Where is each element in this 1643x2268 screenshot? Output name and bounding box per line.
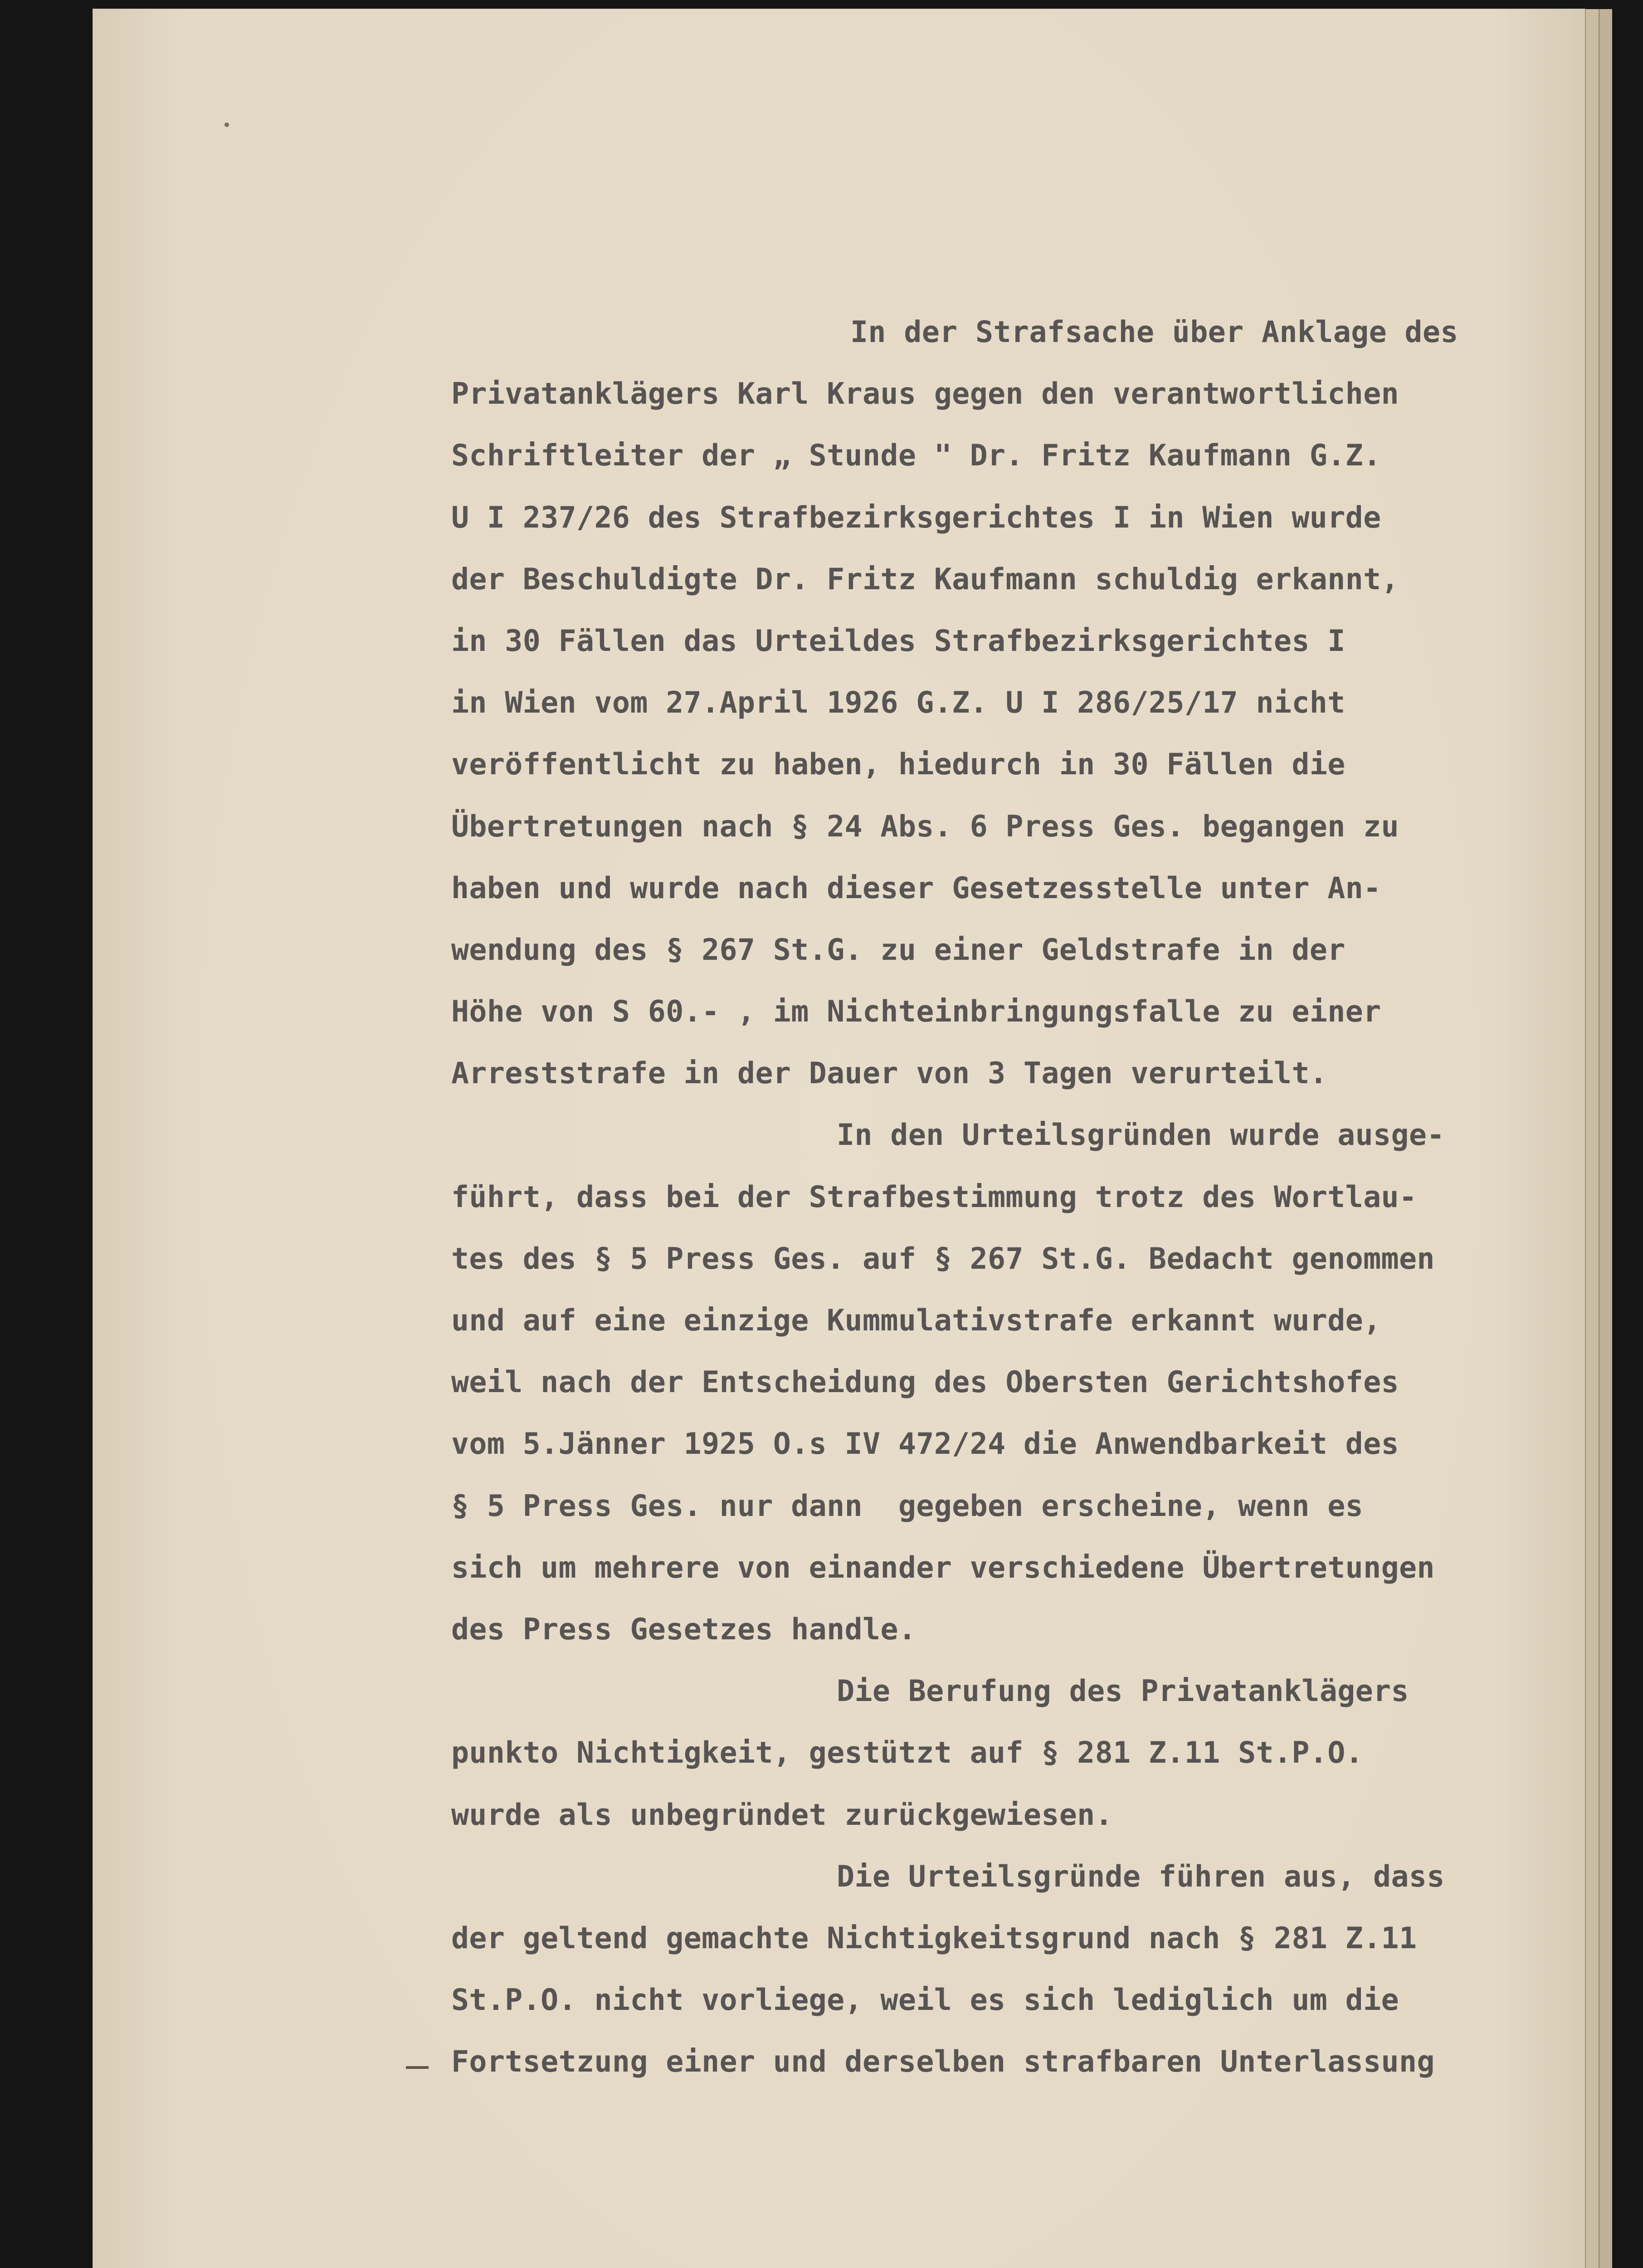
text-line: Die Berufung des Privatanklägers bbox=[837, 1674, 1409, 1709]
text-line: sich um mehrere von einander verschiedene Übertretungen bbox=[451, 1550, 1435, 1585]
page-edge-under bbox=[1599, 9, 1612, 2268]
text-line: vom 5.Jänner 1925 O.s IV 472/24 die Anwendbarkeit des bbox=[451, 1427, 1399, 1461]
text-line: Fortsetzung einer und derselben strafbaren Unterlassung bbox=[451, 2045, 1435, 2079]
text-line: veröffentlicht zu haben, hiedurch in 30 Fällen die bbox=[451, 748, 1346, 782]
text-line: und auf eine einzige Kummulativstrafe erkannt wurde, bbox=[451, 1304, 1381, 1338]
text-line: punkto Nichtigkeit, gestützt auf § 281 Z.11 St.P.O. bbox=[451, 1736, 1364, 1770]
text-line: Privatanklägers Karl Kraus gegen den verantwortlichen bbox=[451, 377, 1399, 411]
text-line: wurde als unbegründet zurückgewiesen. bbox=[451, 1798, 1113, 1832]
text-line: in Wien vom 27.April 1926 G.Z. U I 286/25/17 nicht bbox=[451, 686, 1346, 720]
text-line: U I 237/26 des Strafbezirksgerichtes I in Wien wurde bbox=[451, 500, 1381, 535]
text-line: in 30 Fällen das Urteildes Strafbezirksgerichtes I bbox=[451, 624, 1346, 658]
text-line: St.P.O. nicht vorliege, weil es sich lediglich um die bbox=[451, 1983, 1399, 2018]
text-line: In der Strafsache über Anklage des bbox=[850, 315, 1458, 349]
text-line: wendung des § 267 St.G. zu einer Geldstrafe in der bbox=[451, 933, 1346, 967]
text-line: führt, dass bei der Strafbestimmung trotz des Wortlau- bbox=[451, 1180, 1417, 1214]
text-line: des Press Gesetzes handle. bbox=[451, 1612, 917, 1647]
text-line: haben und wurde nach dieser Gesetzesstelle unter An- bbox=[451, 871, 1381, 905]
paper-speck bbox=[224, 122, 229, 127]
text-line: Übertretungen nach § 24 Abs. 6 Press Ges. begangen zu bbox=[451, 809, 1399, 844]
text-line: der Beschuldigte Dr. Fritz Kaufmann schuldig erkannt, bbox=[451, 562, 1399, 596]
text-line: § 5 Press Ges. nur dann gegeben erscheine, wenn es bbox=[451, 1489, 1364, 1523]
typewritten-text bbox=[451, 302, 1567, 2093]
text-line: Höhe von S 60.- , im Nichteinbringungsfalle zu einer bbox=[451, 995, 1381, 1029]
text-line: Schriftleiter der „ Stunde " Dr. Fritz Kaufmann G.Z. bbox=[451, 439, 1381, 473]
page-edge bbox=[1585, 9, 1599, 2268]
margin-mark bbox=[406, 2066, 429, 2069]
text-line: weil nach der Entscheidung des Obersten Gerichtshofes bbox=[451, 1365, 1399, 1400]
text-line: der geltend gemachte Nichtigkeitsgrund nach § 281 Z.11 bbox=[451, 1921, 1417, 1955]
text-line: tes des § 5 Press Ges. auf § 267 St.G. Bedacht genommen bbox=[451, 1242, 1435, 1276]
text-line: In den Urteilsgründen wurde ausge- bbox=[837, 1118, 1445, 1153]
text-line: Arreststrafe in der Dauer von 3 Tagen verurteilt. bbox=[451, 1056, 1328, 1091]
text-line: Die Urteilsgründe führen aus, dass bbox=[837, 1859, 1445, 1894]
